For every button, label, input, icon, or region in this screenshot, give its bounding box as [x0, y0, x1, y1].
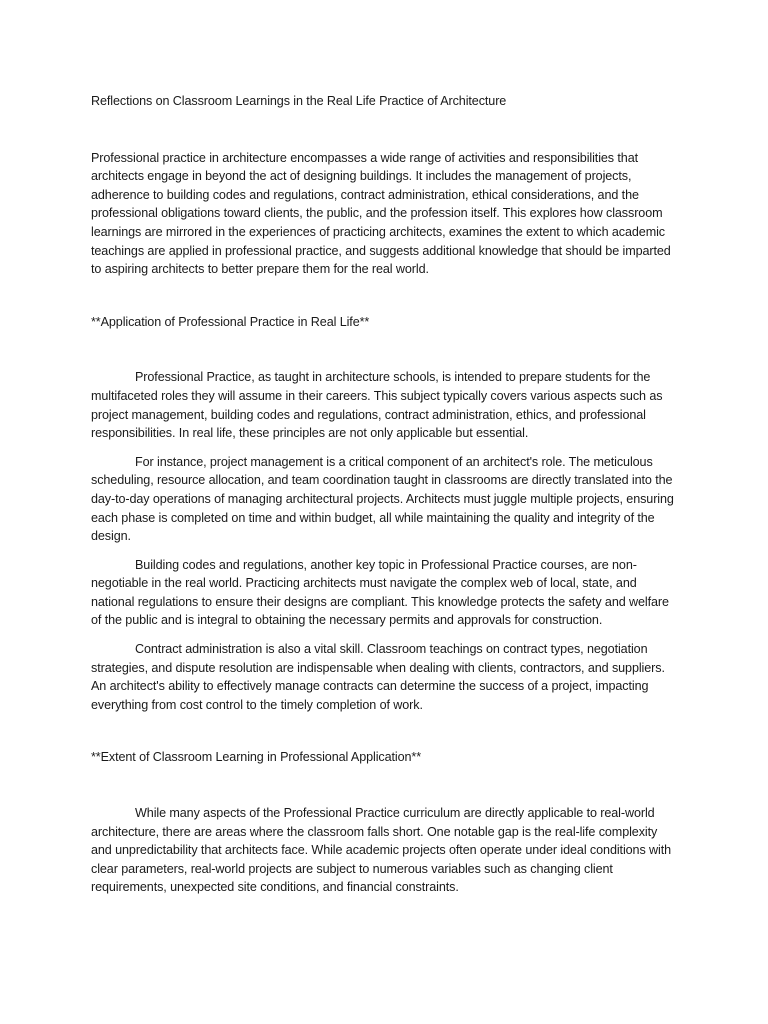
document-body — [91, 92, 676, 907]
body-paragraph: For instance, project management is a critical component of an architect's role. The meticulous scheduling, resource allocation, and team coordination taught in classrooms are directly translated into the day-to-day operations of managing architectural projects. Architects must juggle multiple projects, ensuring each phase is completed on time and within budget, all while maintaining the quality and integrity of the design. — [91, 454, 674, 544]
document-title: Reflections on Classroom Learnings in the Real Life Practice of Architecture — [91, 94, 507, 108]
body-paragraph: While many aspects of the Professional Practice curriculum are directly applicable to real-world architecture, there are areas where the classroom falls short. One notable gap is the real-life complexity and unpredictability that architects face. While academic projects often operate under ideal conditions with clear parameters, real-world projects are subject to numerous variables such as changing client requirements, unexpected site conditions, and financial constraints. — [91, 806, 672, 895]
intro-paragraph: Professional practice in architecture encompasses a wide range of activities and responsibilities that architects engage in beyond the act of designing buildings. It includes the management of projects, adherence to building codes and regulations, contract administration, ethical considerations, and the professional obligations toward clients, the public, and the profession itself. This explores how classroom learnings are mirrored in the experiences of practicing architects, examines the extent to which academic teachings are applied in professional practice, and suggests additional knowledge that should be imparted to aspiring architects to better prepare them for the real world. — [91, 150, 671, 277]
body-paragraph: Building codes and regulations, another key topic in Professional Practice courses, are non-negotiable in the real world. Practicing architects must navigate the complex web of local, state, and national regulations to ensure their designs are compliant. This knowledge protects the safety and welfare of the public and is integral to obtaining the necessary permits and approvals for construction. — [91, 557, 669, 628]
body-paragraph: Professional Practice, as taught in architecture schools, is intended to prepare students for the multifaceted roles they will assume in their careers. This subject typically covers various aspects such as project management, building codes and regulations, contract administration, ethics, and professional responsibilities. In real life, these principles are not only applicable but essential. — [91, 370, 663, 441]
body-paragraph: Contract administration is also a vital skill. Classroom teachings on contract types, negotiation strategies, and dispute resolution are indispensable when dealing with clients, contractors, and suppliers. An architect's ability to effectively manage contracts can determine the success of a project, impacting everything from cost control to the timely completion of work. — [91, 642, 665, 712]
section-heading-extent: **Extent of Classroom Learning in Professional Application** — [91, 750, 422, 765]
section-heading-application: **Application of Professional Practice in Real Life** — [91, 314, 370, 329]
